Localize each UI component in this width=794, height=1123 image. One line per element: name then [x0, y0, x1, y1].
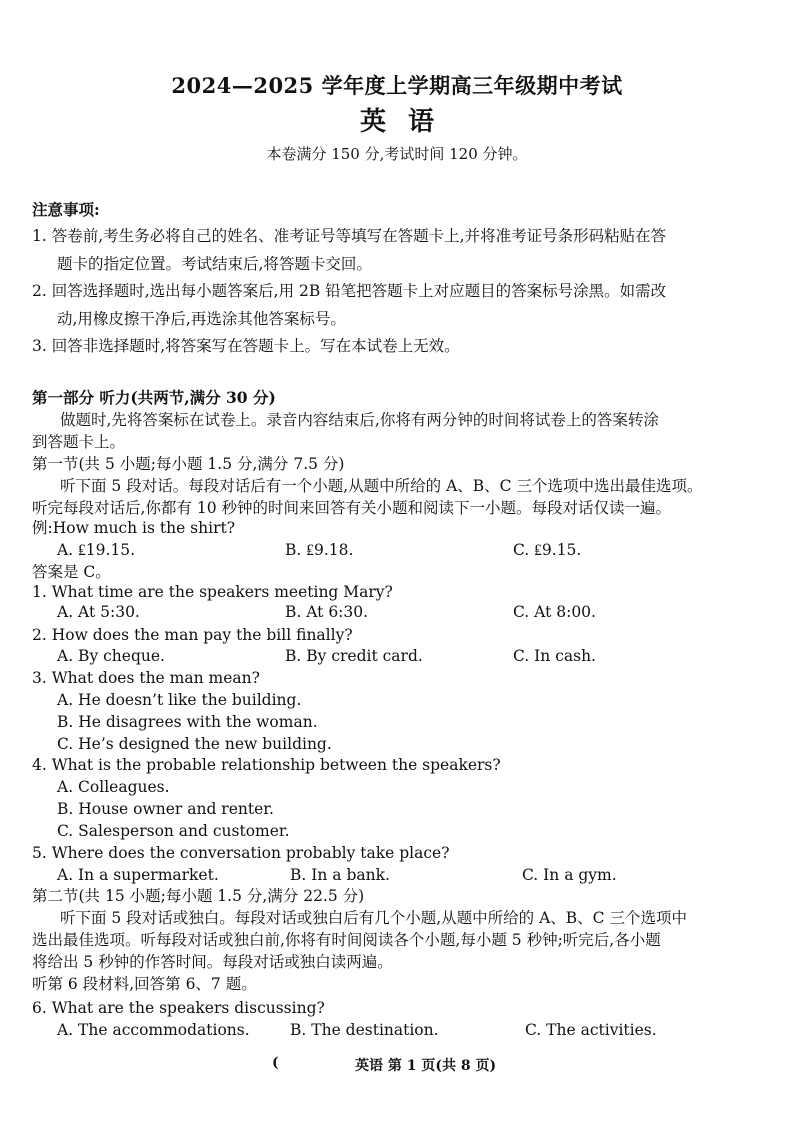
section1-instructions: 听下面 5 段对话。每段对话后有一个小题,从题中所给的 A、B、C 三个选项中选出最佳选项。 — [60, 477, 703, 495]
example-answer: 答案是 C。 — [32, 563, 111, 581]
example-option-c: C. ₤9.15. — [513, 541, 582, 559]
q1-option-b: B. At 6:30. — [285, 603, 369, 621]
question-2: 2. How does the man pay the bill finally? — [32, 626, 353, 644]
notice-heading: 注意事项: — [32, 200, 100, 219]
subject-title: 英语 — [359, 107, 456, 137]
q4-option-c: C. Salesperson and customer. — [57, 822, 290, 840]
q3-option-a: A. He doesn’t like the building. — [57, 691, 302, 709]
q6-option-c: C. The activities. — [525, 1021, 657, 1039]
section1-heading: 第一节(共 5 小题;每小题 1.5 分,满分 7.5 分) — [32, 455, 345, 473]
section1-instructions-cont: 听完每段对话后,你都有 10 秒钟的时间来回答有关小题和阅读下一小题。每段对话仅读一遍。 — [32, 499, 672, 517]
section2-instructions-cont-1: 选出最佳选项。听每段对话或独白前,你将有时间阅读各个小题,每小题 5 秒钟;听完后,各小题 — [32, 931, 661, 949]
example-question: 例:How much is the shirt? — [32, 519, 236, 537]
q2-option-c: C. In cash. — [513, 647, 596, 665]
notice-item-1-cont: 题卡的指定位置。考试结束后,将答题卡交回。 — [57, 255, 372, 273]
notice-item-2: 2. 回答选择题时,选出每小题答案后,用 2B 铅笔把答题卡上对应题目的答案标号涂黑。如需改 — [32, 282, 667, 300]
notice-item-1: 1. 答卷前,考生务必将自己的姓名、准考证号等填写在答题卡上,并将准考证号条形码粘贴在答 — [32, 227, 667, 245]
question-6: 6. What are the speakers discussing? — [32, 999, 325, 1017]
example-option-a: A. ₤19.15. — [57, 541, 136, 559]
q5-option-a: A. In a supermarket. — [57, 866, 219, 884]
part1-heading: 第一部分 听力(共两节,满分 30 分) — [32, 388, 276, 407]
exam-title: 2024—2025 学年度上学期高三年级期中考试 — [171, 73, 623, 98]
section2-heading: 第二节(共 15 小题;每小题 1.5 分,满分 22.5 分) — [32, 887, 365, 905]
q1-option-c: C. At 8:00. — [513, 603, 596, 621]
q2-option-a: A. By cheque. — [57, 647, 165, 665]
part1-intro-cont: 到答题卡上。 — [32, 433, 126, 451]
footer-page-number: 英语 第 1 页(共 8 页) — [355, 1058, 497, 1074]
footer-left-mark: ( — [272, 1055, 279, 1071]
q5-option-c: C. In a gym. — [522, 866, 617, 884]
notice-item-2-cont: 动,用橡皮擦干净后,再选涂其他答案标号。 — [57, 310, 346, 328]
section2-instructions-cont-2: 将给出 5 秒钟的作答时间。每段对话或独白读两遍。 — [32, 953, 393, 971]
material-6-note: 听第 6 段材料,回答第 6、7 题。 — [32, 975, 257, 993]
q6-option-b: B. The destination. — [290, 1021, 439, 1039]
q6-option-a: A. The accommodations. — [57, 1021, 250, 1039]
exam-info: 本卷满分 150 分,考试时间 120 分钟。 — [266, 145, 528, 163]
q3-option-b: B. He disagrees with the woman. — [57, 713, 318, 731]
question-1: 1. What time are the speakers meeting Mary? — [32, 583, 393, 601]
q4-option-a: A. Colleagues. — [57, 778, 170, 796]
question-3: 3. What does the man mean? — [32, 669, 260, 687]
section2-instructions: 听下面 5 段对话或独白。每段对话或独白后有几个小题,从题中所给的 A、B、C 三个选项中 — [60, 909, 687, 927]
q5-option-b: B. In a bank. — [290, 866, 390, 884]
q2-option-b: B. By credit card. — [285, 647, 423, 665]
q3-option-c: C. He’s designed the new building. — [57, 735, 332, 753]
question-5: 5. Where does the conversation probably take place? — [32, 844, 450, 862]
part1-intro: 做题时,先将答案标在试卷上。录音内容结束后,你将有两分钟的时间将试卷上的答案转涂 — [60, 411, 659, 429]
notice-item-3: 3. 回答非选择题时,将答案写在答题卡上。写在本试卷上无效。 — [32, 337, 460, 355]
q4-option-b: B. House owner and renter. — [57, 800, 274, 818]
example-option-b: B. ₤9.18. — [285, 541, 354, 559]
q1-option-a: A. At 5:30. — [57, 603, 140, 621]
question-4: 4. What is the probable relationship between the speakers? — [32, 756, 501, 774]
